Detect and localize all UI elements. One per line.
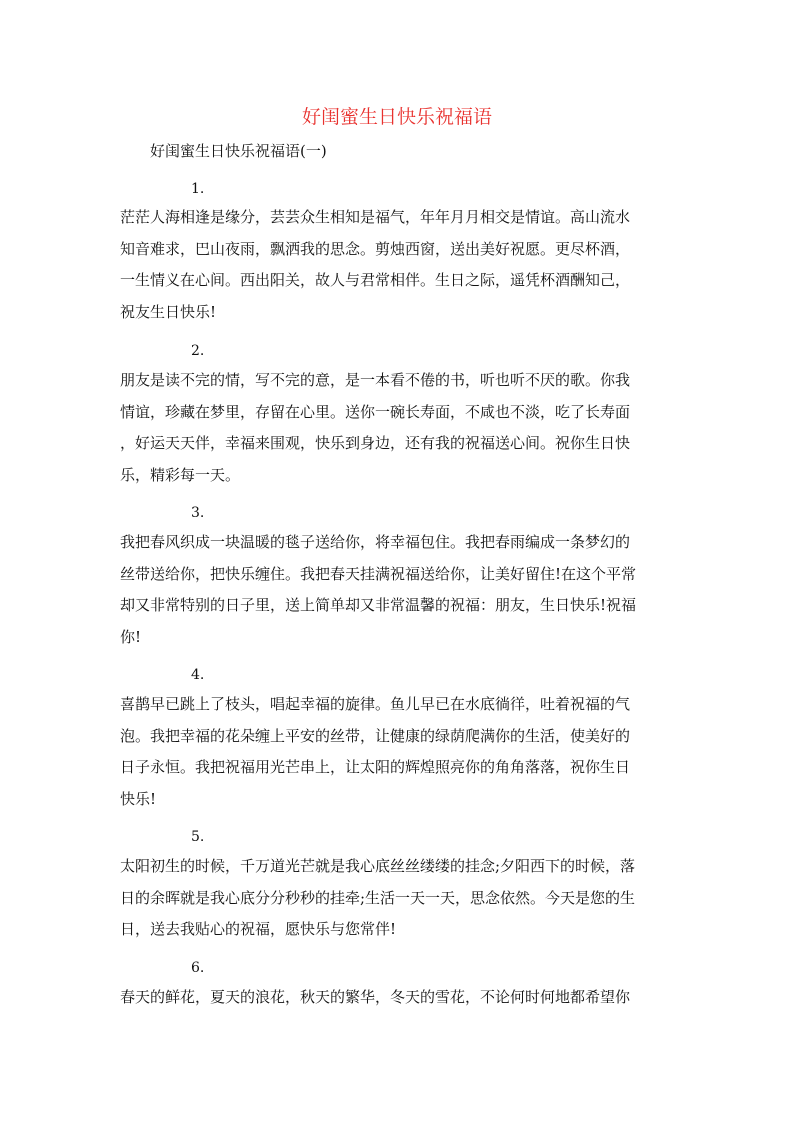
section-number: 1.	[191, 181, 205, 197]
section-paragraph	[120, 689, 676, 815]
paragraph-line: ，好运天天伴，幸福来围观，快乐到身边，还有我的祝福送心间。祝你生日快	[120, 434, 631, 452]
paragraph-line: 情谊，珍藏在梦里，存留在心里。送你一碗长寿面，不咸也不淡，吃了长寿面	[120, 402, 631, 421]
paragraph-line: 乐，精彩每一天。	[120, 465, 241, 484]
paragraph-line: 朋友是读不完的情，写不完的意，是一本看不倦的书，听也听不厌的歌。你我	[120, 371, 631, 389]
section-paragraph	[120, 982, 676, 1014]
paragraph-line: 你!	[120, 627, 142, 646]
paragraph-line: 喜鹊早已跳上了枝头，唱起幸福的旋律。鱼儿早已在水底徜徉，吐着祝福的气	[120, 695, 631, 713]
section-number: 6.	[191, 960, 205, 976]
document-subtitle: 好闺蜜生日快乐祝福语(一)	[150, 142, 327, 160]
paragraph-line: 春天的鲜花，夏天的浪花，秋天的繁华，冬天的雪花，不论何时何地都希望你	[120, 988, 631, 1006]
paragraph-line: 日子永恒。我把祝福用光芒串上，让太阳的辉煌照亮你的角角落落，祝你生日	[120, 758, 631, 776]
section-number: 3.	[191, 505, 205, 521]
section-paragraph	[120, 365, 676, 491]
section-number: 4.	[191, 667, 205, 683]
paragraph-line: 快乐!	[120, 789, 157, 808]
section-number: 2.	[191, 343, 205, 359]
paragraph-line: 我把春风织成一块温暖的毯子送给你，将幸福包住。我把春雨编成一条梦幻的	[120, 533, 631, 551]
paragraph-line: 祝友生日快乐!	[120, 302, 217, 321]
document-title: 好闺蜜生日快乐祝福语	[301, 106, 492, 128]
paragraph-line: 丝带送给你，把快乐缠住。我把春天挂满祝福送给你，让美好留住!在这个平常	[120, 564, 637, 583]
paragraph-line: 一生情义在心间。西出阳关，故人与君常相伴。生日之际，遥凭杯酒酬知己，	[120, 271, 631, 289]
section-paragraph	[120, 202, 676, 328]
paragraph-line: 日的余晖就是我心底分分秒秒的挂牵;生活一天一天，思念依然。今天是您的生	[120, 888, 636, 907]
paragraph-line: 知音难求，巴山夜雨，飘洒我的思念。剪烛西窗，送出美好祝愿。更尽杯酒，	[120, 239, 631, 258]
section-paragraph	[120, 527, 676, 653]
section-paragraph	[120, 851, 676, 946]
paragraph-line: 太阳初生的时候，千万道光芒就是我心底丝丝缕缕的挂念;夕阳西下的时候，落	[120, 857, 636, 875]
paragraph-line: 却又非常特别的日子里，送上简单却又非常温馨的祝福：朋友，生日快乐!祝福	[120, 596, 637, 614]
paragraph-line: 泡。我把幸福的花朵缠上平安的丝带，让健康的绿荫爬满你的生活，使美好的	[120, 726, 631, 745]
section-number: 5.	[191, 829, 205, 845]
paragraph-line: 日，送去我贴心的祝福，愿快乐与您常伴!	[120, 920, 397, 938]
paragraph-line: 茫茫人海相逢是缘分，芸芸众生相知是福气，年年月月相交是情谊。高山流水	[120, 208, 631, 226]
